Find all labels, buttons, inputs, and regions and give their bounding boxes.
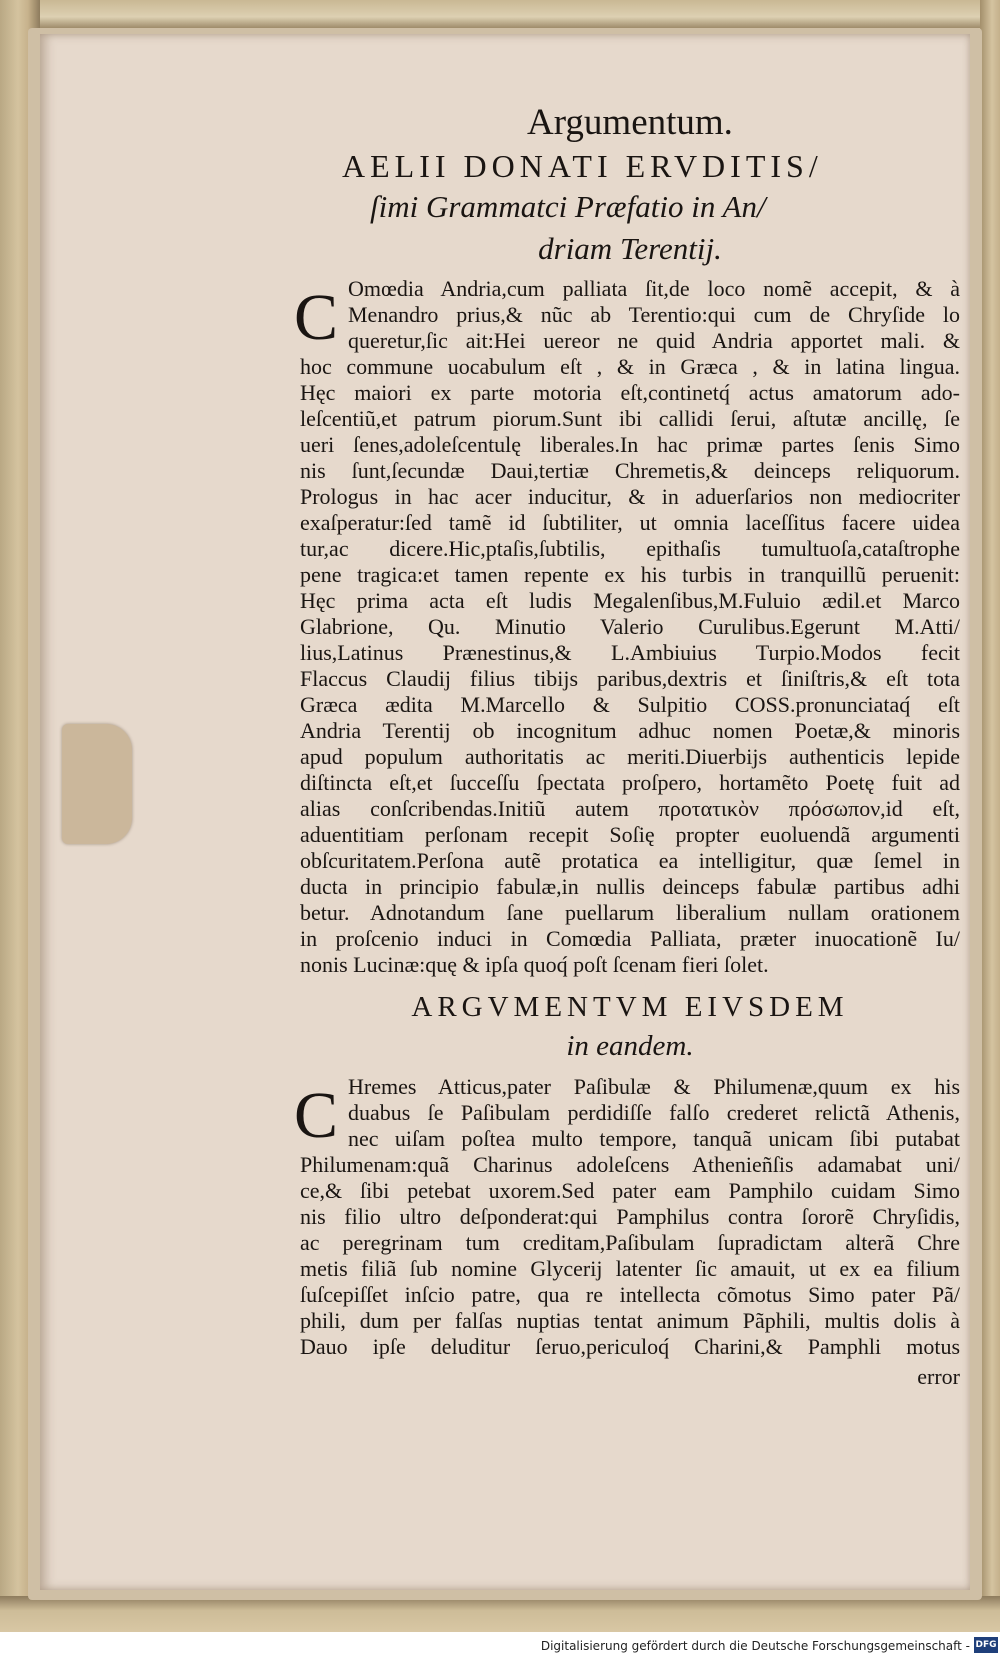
text-line: Græca ædita M.Marcello & Sulpitio COSS.pronunciataq́ eſt	[300, 692, 960, 717]
text-line: betur. Adnotandum ſane puellarum liberalium nullam orationem	[300, 900, 960, 925]
clasp-tab	[62, 724, 132, 844]
text-line: queretur,ſic ait:Hei uereor ne quid Andria apportet mali. &	[348, 328, 960, 353]
dfg-logo-icon: DFG	[974, 1637, 998, 1653]
text-line: Hęc prima acta eſt ludis Megalenſibus,M.Fuluio ædil.et Marco	[300, 588, 960, 613]
text-line: alias conſcribendas.Initiũ autem προτατικὸν πρόσωπον,id eſt,	[300, 796, 960, 821]
drop-cap: C	[294, 1079, 339, 1152]
argument-title-italic: in eandem.	[566, 1030, 694, 1062]
text-line: nec uiſam poſtea multo tempore, tanquã unicam ſibi putabat	[348, 1126, 960, 1151]
text-line: Omœdia Andria,cum palliata ſit,de loco nomẽ accepit, & à	[348, 276, 960, 301]
preface-title-italic-2: driam Terentij.	[538, 231, 722, 266]
text-line: ducta in principio fabulæ,in nullis deinceps fabulæ partibus adhi	[300, 874, 960, 899]
text-line: leſcentiũ,et patrum piorum.Sunt ibi callidi ſerui, aſtutæ ancillę, ſe	[300, 406, 960, 431]
argument-title-caps: ARGVMENTVM EIVSDEM	[411, 991, 849, 1023]
text-line: aduentitiam perſonam recepit Soſię propter euoluendã argumenti	[300, 822, 960, 847]
text-block	[294, 100, 960, 1390]
text-line: phili, dum per falſas nuptias tentat animum Pãphili, multis dolis à	[300, 1308, 960, 1333]
preface-title-italic-1: ſimi Grammatci Præfatio in An/	[370, 189, 766, 224]
preface-title-caps: AELII DONATI ERVDITIS/	[342, 148, 823, 184]
text-line: ac peregrinam tum creditam,Paſibulam ſupradictam alterã Chre	[300, 1230, 960, 1255]
text-line: Glabrione, Qu. Minutio Valerio Curulibus.Egerunt M.Atti/	[300, 614, 960, 639]
text-line: nis ſunt,ſecundæ Daui,tertiæ Chremetis,& deinceps reliquorum.	[300, 458, 960, 483]
text-line: Flaccus Claudij filius tibijs paribus,dextris et ſiniſtris,& eſt tota	[300, 666, 960, 691]
cover-right-edge	[980, 0, 1000, 1632]
text-line: diſtincta eſt,et ſucceſſu ſpectata proſpero, hortamẽto Poetę fuit ad	[300, 770, 960, 795]
text-line: Prologus in hac acer inducitur, & in aduerſarios non mediocriter	[300, 484, 960, 509]
text-line: obſcuritatem.Perſona autẽ protatica ea intelligitur, quæ ſemel in	[300, 848, 960, 873]
preface-paragraph	[294, 276, 960, 978]
text-line: Philumenam:quã Charinus adoleſcens Athenieñſis adamabat uni/	[300, 1152, 960, 1177]
text-line: duabus ſe Paſibulam perdidiſſe falſo crederet relictã Athenis,	[348, 1100, 960, 1125]
page-heading: Argumentum.	[527, 102, 733, 143]
text-line: hoc commune uocabulum eſt , & in Græca , & in latina lingua.	[300, 354, 960, 379]
footer-bar	[0, 1632, 1000, 1664]
text-line: Hremes Atticus,pater Paſibulæ & Philumenæ,quum ex his	[348, 1074, 960, 1099]
text-line: pene tragica:et tamen repente ex his turbis in tranquillũ peruenit:	[300, 562, 960, 587]
text-line: ueri ſenes,adoleſcentulę liberales.In hac primæ partes ſenis Simo	[300, 432, 960, 457]
cover-top-edge	[0, 0, 1000, 28]
footer-credit: Digitalisierung gefördert durch die Deutsche Forschungsgemeinschaft -	[540, 1639, 970, 1653]
text-line: lius,Latinus Prænestinus,& L.Ambiuius Turpio.Modos fecit	[300, 640, 960, 665]
text-line: Menandro prius,& nũc ab Terentio:qui cum de Chryſide lo	[348, 302, 960, 327]
text-line: Hęc maiori ex parte motoria eſt,continetq́ actus amatorum ado-	[300, 380, 960, 405]
text-line: exaſperatur:ſed tamẽ id ſubtiliter, ut omnia laceſſitus facere uidea	[300, 510, 960, 535]
text-line: apud populum authoritatis ac meriti.Diuerbijs authenticis lepide	[300, 744, 960, 769]
text-line: Andria Terentij ob incognitum adhuc nomen Poetæ,& minoris	[300, 718, 960, 743]
drop-cap: C	[294, 281, 339, 354]
cover-bottom-edge	[0, 1596, 1000, 1632]
text-line: in proſcenio induci in Comœdia Palliata, præter inuocationẽ Iu/	[300, 926, 960, 951]
text-line: nis filio ultro deſponderat:qui Pamphilus contra ſororẽ Chryſidis,	[300, 1204, 960, 1229]
text-line: ſuſcepiſſet inſcio patre, qua re intellecta cõmotus Simo pater Pã/	[300, 1282, 960, 1307]
text-line: nonis Lucinæ:quę & ipſa quoq́ poſt ſcenam fieri ſolet.	[300, 952, 769, 977]
catchword: error	[917, 1364, 960, 1389]
text-line: Dauo ipſe deluditur ſeruo,periculoq́ Charini,& Pamphli motus	[300, 1334, 960, 1359]
argument-paragraph	[294, 1074, 960, 1360]
text-line: ce,& ſibi petebat uxorem.Sed pater eam Pamphilo cuidam Simo	[300, 1178, 960, 1203]
text-line: metis filiã ſub nomine Glycerij latenter ſic amauit, ut ex ea filium	[300, 1256, 960, 1281]
text-line: tur,ac dicere.Hic,ptaſis,ſubtilis, epithaſis tumultuoſa,cataſtrophe	[300, 536, 960, 561]
